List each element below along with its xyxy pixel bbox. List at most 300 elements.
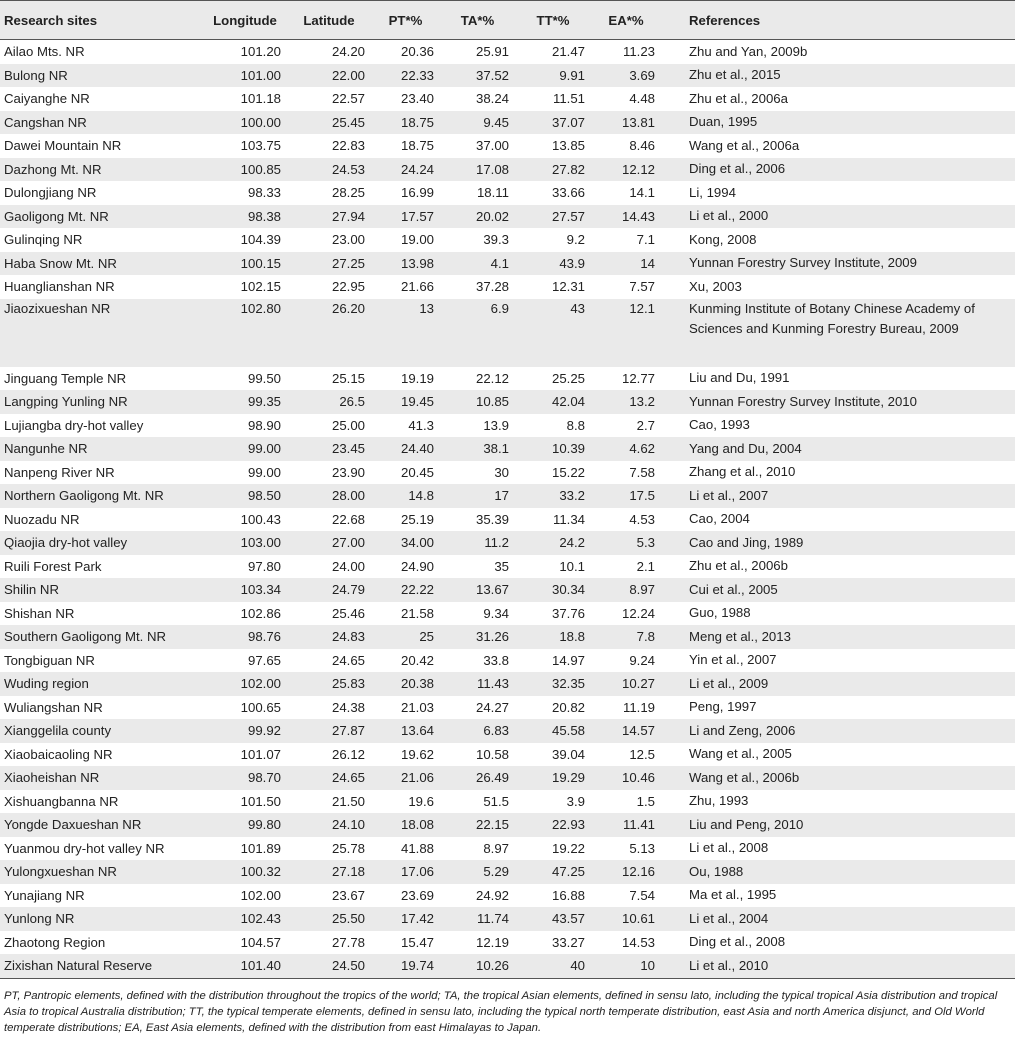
reference-cell: Zhu and Yan, 2009b — [689, 43, 808, 59]
tt-cell: 11.34 — [552, 511, 585, 527]
tt-cell: 13.85 — [551, 138, 585, 154]
site-name: Shishan NR — [4, 605, 75, 621]
ea-cell: 11.19 — [622, 699, 655, 715]
pt-cell: 14.8 — [371, 484, 440, 508]
latitude-cell: 25.15 — [331, 370, 365, 386]
pt-cell: 20.42 — [400, 652, 434, 668]
table-row — [0, 531, 1015, 555]
table-row — [0, 275, 1015, 299]
ea-cell: 5.13 — [629, 840, 655, 856]
pt-cell: 19.19 — [400, 370, 434, 386]
table-body — [0, 40, 1015, 979]
longitude-cell: 102.15 — [240, 279, 281, 295]
reference-cell: Cao, 2004 — [689, 511, 750, 526]
ta-cell: 13.67 — [440, 578, 515, 602]
ta-cell: 18.11 — [476, 185, 509, 201]
ta-cell: 30 — [494, 464, 509, 480]
table-row — [0, 766, 1015, 790]
ea-cell: 14.53 — [621, 934, 655, 950]
site-name: Tongbiguan NR — [4, 652, 95, 668]
header-latitude: Latitude — [287, 1, 371, 40]
reference-cell: Kunming Institute of Botany Chinese Academy of Sciences and Kunming Forestry Bureau, 2009 — [661, 299, 1015, 367]
table-row — [0, 252, 1015, 276]
latitude-cell: 25.50 — [287, 907, 371, 931]
table-row — [0, 954, 1015, 978]
table-row — [0, 837, 1015, 861]
ta-cell: 20.02 — [440, 205, 515, 229]
longitude-cell: 99.00 — [203, 437, 287, 461]
latitude-cell: 23.45 — [287, 437, 371, 461]
site-name: Ruili Forest Park — [4, 558, 102, 574]
ea-cell: 5.3 — [591, 531, 661, 555]
pt-cell: 13 — [371, 299, 440, 367]
latitude-cell: 24.38 — [331, 699, 365, 715]
reference-cell: Ou, 1988 — [661, 860, 1015, 884]
table-row — [0, 181, 1015, 205]
pt-cell: 22.33 — [371, 64, 440, 88]
table-row — [0, 719, 1015, 743]
tt-cell: 21.47 — [551, 44, 585, 60]
tt-cell: 9.91 — [515, 64, 591, 88]
pt-cell: 13.64 — [371, 719, 440, 743]
ea-cell: 10.61 — [591, 907, 661, 931]
ea-cell: 13.81 — [591, 111, 661, 135]
ea-cell: 11.23 — [622, 44, 655, 60]
table-row — [0, 134, 1015, 158]
pt-cell: 21.03 — [400, 699, 434, 715]
latitude-cell: 22.57 — [331, 91, 365, 107]
pt-cell: 18.08 — [371, 813, 440, 837]
longitude-cell: 101.89 — [240, 840, 281, 856]
header-longitude: Longitude — [203, 1, 287, 40]
latitude-cell: 24.79 — [287, 578, 371, 602]
tt-cell: 37.07 — [515, 111, 591, 135]
ta-cell: 13.9 — [483, 417, 509, 433]
site-name: Dazhong Mt. NR — [0, 158, 203, 182]
latitude-cell: 22.68 — [331, 511, 365, 527]
ea-cell: 10 — [591, 954, 661, 978]
pt-cell: 17.57 — [371, 205, 440, 229]
table-row — [0, 907, 1015, 931]
reference-cell: Yin et al., 2007 — [689, 652, 777, 667]
site-name: Wuliangshan NR — [4, 699, 103, 715]
latitude-cell: 24.50 — [287, 954, 371, 978]
table-row — [0, 205, 1015, 229]
tt-cell: 22.93 — [515, 813, 591, 837]
site-name: Ailao Mts. NR — [4, 44, 85, 60]
reference-cell: Li et al., 2000 — [661, 205, 1015, 229]
longitude-cell: 101.07 — [240, 746, 281, 762]
site-name: Yulongxueshan NR — [0, 860, 203, 884]
latitude-cell: 25.83 — [287, 672, 371, 696]
tt-cell: 19.22 — [551, 840, 585, 856]
reference-cell: Zhu et al., 2015 — [661, 64, 1015, 88]
latitude-cell: 25.46 — [331, 605, 365, 621]
reference-cell: Wang et al., 2005 — [689, 746, 792, 761]
site-name: Bulong NR — [0, 64, 203, 88]
ta-cell: 51.5 — [483, 793, 509, 809]
reference-cell: Liu and Peng, 2010 — [661, 813, 1015, 837]
latitude-cell: 23.00 — [331, 232, 365, 248]
latitude-cell: 27.87 — [287, 719, 371, 743]
table-row — [0, 228, 1015, 252]
table-row — [0, 87, 1015, 111]
ea-cell: 14.43 — [591, 205, 661, 229]
tt-cell: 18.8 — [515, 625, 591, 649]
longitude-cell: 102.00 — [203, 672, 287, 696]
latitude-cell: 25.78 — [331, 840, 365, 856]
site-name: Xianggelila county — [0, 719, 203, 743]
ta-cell: 6.9 — [440, 299, 515, 367]
latitude-cell: 27.94 — [287, 205, 371, 229]
ea-cell: 14.1 — [629, 185, 655, 201]
table-header — [0, 1, 1015, 40]
tt-cell: 12.31 — [551, 279, 585, 295]
site-name: Gulinqing NR — [4, 232, 83, 248]
site-name: Dulongjiang NR — [4, 185, 97, 201]
site-name: Yongde Daxueshan NR — [0, 813, 203, 837]
longitude-cell: 102.43 — [203, 907, 287, 931]
reference-cell: Li, 1994 — [689, 184, 736, 200]
ea-cell: 4.53 — [629, 511, 655, 527]
table-row — [0, 508, 1015, 532]
pt-cell: 34.00 — [371, 531, 440, 555]
latitude-cell: 28.25 — [331, 185, 365, 201]
site-name: Jinguang Temple NR — [4, 370, 127, 386]
latitude-cell: 25.00 — [331, 417, 365, 433]
ea-cell: 13.2 — [591, 390, 661, 414]
reference-cell: Li and Zeng, 2006 — [661, 719, 1015, 743]
longitude-cell: 99.00 — [247, 464, 281, 480]
ea-cell: 12.1 — [591, 299, 661, 367]
longitude-cell: 99.92 — [203, 719, 287, 743]
site-name: Huanglianshan NR — [4, 279, 115, 295]
latitude-cell: 24.53 — [287, 158, 371, 182]
site-name: Northern Gaoligong Mt. NR — [0, 484, 203, 508]
pt-cell: 24.40 — [371, 437, 440, 461]
pt-cell: 25.19 — [400, 511, 434, 527]
ta-cell: 38.24 — [475, 91, 509, 107]
latitude-cell: 24.65 — [287, 766, 371, 790]
reference-cell: Duan, 1995 — [661, 111, 1015, 135]
ea-cell: 7.58 — [629, 464, 655, 480]
table-row — [0, 437, 1015, 461]
longitude-cell: 99.50 — [247, 370, 281, 386]
ea-cell: 7.54 — [629, 887, 655, 903]
ea-cell: 7.8 — [591, 625, 661, 649]
tt-cell: 24.2 — [515, 531, 591, 555]
latitude-cell: 22.00 — [287, 64, 371, 88]
pt-cell: 16.99 — [400, 185, 434, 201]
tt-cell: 9.2 — [566, 232, 585, 248]
longitude-cell: 98.33 — [247, 185, 281, 201]
latitude-cell: 27.18 — [287, 860, 371, 884]
longitude-cell: 98.50 — [203, 484, 287, 508]
reference-cell: Li et al., 2010 — [661, 954, 1015, 978]
site-name: Xishuangbanna NR — [4, 793, 119, 809]
ta-cell: 24.92 — [475, 887, 509, 903]
reference-cell: Liu and Du, 1991 — [689, 370, 790, 385]
longitude-cell: 101.18 — [240, 91, 281, 107]
site-name: Nuozadu NR — [4, 511, 80, 527]
ta-cell: 5.29 — [440, 860, 515, 884]
reference-cell: Peng, 1997 — [689, 699, 757, 714]
table-row — [0, 696, 1015, 720]
latitude-cell: 27.00 — [287, 531, 371, 555]
site-name: Nangunhe NR — [0, 437, 203, 461]
tt-cell: 33.66 — [551, 185, 585, 201]
ea-cell: 4.48 — [629, 91, 655, 107]
ea-cell: 10.27 — [591, 672, 661, 696]
table-row — [0, 40, 1015, 64]
reference-cell: Kong, 2008 — [689, 231, 757, 247]
ta-cell: 26.49 — [440, 766, 515, 790]
table-row — [0, 111, 1015, 135]
site-name: Xiaoheishan NR — [0, 766, 203, 790]
site-name: Yunajiang NR — [4, 887, 85, 903]
site-name: Zixishan Natural Reserve — [0, 954, 203, 978]
reference-cell: Meng et al., 2013 — [661, 625, 1015, 649]
longitude-cell: 100.32 — [203, 860, 287, 884]
pt-cell: 18.75 — [400, 138, 434, 154]
table-row — [0, 64, 1015, 88]
pt-cell: 24.24 — [371, 158, 440, 182]
tt-cell: 27.57 — [515, 205, 591, 229]
tt-cell: 42.04 — [515, 390, 591, 414]
ea-cell: 8.46 — [629, 138, 655, 154]
pt-cell: 19.74 — [371, 954, 440, 978]
reference-cell: Li et al., 2004 — [661, 907, 1015, 931]
ta-cell: 17.08 — [440, 158, 515, 182]
reference-cell: Zhu et al., 2006b — [689, 558, 788, 573]
pt-cell: 22.22 — [371, 578, 440, 602]
tt-cell: 45.58 — [515, 719, 591, 743]
ta-cell: 12.19 — [475, 934, 509, 950]
longitude-cell: 101.00 — [203, 64, 287, 88]
pt-cell: 19.6 — [408, 793, 434, 809]
reference-cell: Cao, 1993 — [689, 417, 750, 432]
table-row — [0, 461, 1015, 485]
pt-cell: 41.3 — [408, 417, 434, 433]
longitude-cell: 104.39 — [240, 232, 281, 248]
tt-cell: 37.76 — [551, 605, 585, 621]
ea-cell: 11.41 — [591, 813, 661, 837]
latitude-cell: 22.95 — [331, 279, 365, 295]
table-row — [0, 743, 1015, 767]
table-row — [0, 390, 1015, 414]
pt-cell: 21.06 — [371, 766, 440, 790]
reference-cell: Wang et al., 2006b — [661, 766, 1015, 790]
tt-cell: 43.9 — [515, 252, 591, 276]
pt-cell: 19.45 — [371, 390, 440, 414]
table-row — [0, 931, 1015, 955]
latitude-cell: 23.67 — [331, 887, 365, 903]
ta-cell: 11.43 — [440, 672, 515, 696]
site-name: Zhaotong Region — [4, 934, 106, 950]
ea-cell: 7.1 — [636, 232, 655, 248]
header-ea: EA*% — [591, 1, 661, 40]
reference-cell: Wang et al., 2006a — [689, 137, 800, 153]
ea-cell: 12.5 — [629, 746, 655, 762]
tt-cell: 43 — [515, 299, 591, 367]
ta-cell: 22.15 — [440, 813, 515, 837]
reference-cell: Zhang et al., 2010 — [689, 464, 796, 479]
ta-cell: 10.26 — [440, 954, 515, 978]
tt-cell: 25.25 — [551, 370, 585, 386]
site-name: Southern Gaoligong Mt. NR — [0, 625, 203, 649]
tt-cell: 8.8 — [566, 417, 585, 433]
longitude-cell: 100.85 — [203, 158, 287, 182]
longitude-cell: 101.50 — [240, 793, 281, 809]
reference-cell: Ding et al., 2006 — [661, 158, 1015, 182]
pt-cell: 23.40 — [400, 91, 434, 107]
ta-cell: 35.39 — [475, 511, 509, 527]
ea-cell: 9.24 — [629, 652, 655, 668]
longitude-cell: 100.43 — [240, 511, 281, 527]
ta-cell: 4.1 — [440, 252, 515, 276]
latitude-cell: 26.20 — [287, 299, 371, 367]
reference-cell: Cao and Jing, 1989 — [661, 531, 1015, 555]
table-row — [0, 602, 1015, 626]
longitude-cell: 98.90 — [247, 417, 281, 433]
latitude-cell: 25.45 — [287, 111, 371, 135]
tt-cell: 10.1 — [559, 558, 585, 574]
ta-cell: 22.12 — [475, 370, 509, 386]
latitude-cell: 23.90 — [331, 464, 365, 480]
site-name: Xiaobaicaoling NR — [4, 746, 113, 762]
site-name: Wuding region — [0, 672, 203, 696]
longitude-cell: 99.35 — [203, 390, 287, 414]
table-row — [0, 813, 1015, 837]
table-row — [0, 555, 1015, 579]
longitude-cell: 100.65 — [240, 699, 281, 715]
ea-cell: 1.5 — [636, 793, 655, 809]
site-name: Qiaojia dry-hot valley — [0, 531, 203, 555]
reference-cell: Ma et al., 1995 — [689, 887, 777, 902]
table-row — [0, 414, 1015, 438]
tt-cell: 33.2 — [515, 484, 591, 508]
ta-cell: 37.52 — [440, 64, 515, 88]
site-name: Caiyanghe NR — [4, 91, 90, 107]
ta-cell: 9.45 — [440, 111, 515, 135]
ea-cell: 14.57 — [591, 719, 661, 743]
header-references: References — [661, 1, 1015, 40]
pt-cell: 41.88 — [400, 840, 434, 856]
latitude-cell: 24.10 — [287, 813, 371, 837]
latitude-cell: 27.78 — [331, 934, 365, 950]
ta-cell: 39.3 — [483, 232, 509, 248]
tt-cell: 20.82 — [551, 699, 585, 715]
longitude-cell: 102.80 — [203, 299, 287, 367]
header-research-sites: Research sites — [0, 1, 203, 40]
header-tt: TT*% — [515, 1, 591, 40]
table-row — [0, 649, 1015, 673]
tt-cell: 15.22 — [551, 464, 585, 480]
reference-cell: Guo, 1988 — [689, 605, 751, 620]
ta-cell: 11.74 — [440, 907, 515, 931]
ta-cell: 35 — [494, 558, 509, 574]
tt-cell: 10.39 — [515, 437, 591, 461]
reference-cell: Xu, 2003 — [689, 278, 742, 294]
ea-cell: 8.97 — [591, 578, 661, 602]
ea-cell: 3.69 — [591, 64, 661, 88]
ta-cell: 25.91 — [475, 44, 509, 60]
table-row — [0, 484, 1015, 508]
latitude-cell: 26.5 — [287, 390, 371, 414]
longitude-cell: 98.70 — [203, 766, 287, 790]
reference-cell: Cui et al., 2005 — [661, 578, 1015, 602]
ta-cell: 24.27 — [475, 699, 509, 715]
reference-cell: Li et al., 2007 — [661, 484, 1015, 508]
pt-cell: 19.62 — [400, 746, 434, 762]
ta-cell: 31.26 — [440, 625, 515, 649]
longitude-cell: 103.34 — [203, 578, 287, 602]
site-name: Langping Yunling NR — [0, 390, 203, 414]
pt-cell: 21.66 — [400, 279, 434, 295]
latitude-cell: 27.25 — [287, 252, 371, 276]
tt-cell: 14.97 — [551, 652, 585, 668]
longitude-cell: 97.80 — [247, 558, 281, 574]
pt-cell: 24.90 — [400, 558, 434, 574]
header-pt: PT*% — [371, 1, 440, 40]
tt-cell: 33.27 — [551, 934, 585, 950]
tt-cell: 3.9 — [566, 793, 585, 809]
tt-cell: 30.34 — [515, 578, 591, 602]
ea-cell: 12.24 — [621, 605, 655, 621]
pt-cell: 20.36 — [400, 44, 434, 60]
ta-cell: 37.00 — [475, 138, 509, 154]
reference-cell: Yunnan Forestry Survey Institute, 2010 — [661, 390, 1015, 414]
latitude-cell: 24.83 — [287, 625, 371, 649]
longitude-cell: 103.75 — [240, 138, 281, 154]
longitude-cell: 99.80 — [203, 813, 287, 837]
table-footnote: PT, Pantropic elements, defined with the distribution throughout the tropics of the world; TA, the tropical Asian elements, defined in sensu lato, including the typical tropical Asia distribution and tropical Asia to tropical Australia distribution; TT, the typical temperate elements, defined in sensu lato, including the typical north temperate distribution, east Asia and north America disjunct, and Old World temperate distributions; EA, East Asia elements, defined with the distribution from east Himalayas to Japan. — [4, 989, 998, 1034]
tt-cell: 32.35 — [515, 672, 591, 696]
reference-cell: Ding et al., 2008 — [689, 934, 786, 949]
pt-cell: 13.98 — [371, 252, 440, 276]
site-name: Dawei Mountain NR — [4, 138, 122, 154]
ta-cell: 10.58 — [475, 746, 509, 762]
longitude-cell: 98.76 — [203, 625, 287, 649]
ta-cell: 38.1 — [440, 437, 515, 461]
ta-cell: 11.2 — [440, 531, 515, 555]
reference-cell: Zhu, 1993 — [689, 793, 749, 808]
latitude-cell: 28.00 — [287, 484, 371, 508]
table-row — [0, 578, 1015, 602]
site-name: Jiaozixueshan NR — [0, 299, 203, 367]
site-name: Yuanmou dry-hot valley NR — [4, 840, 165, 856]
ea-cell: 12.77 — [621, 370, 655, 386]
table-row — [0, 367, 1015, 391]
pt-cell: 19.00 — [400, 232, 434, 248]
tt-cell: 19.29 — [515, 766, 591, 790]
ta-cell: 33.8 — [483, 652, 509, 668]
pt-cell: 23.69 — [400, 887, 434, 903]
ta-cell: 6.83 — [440, 719, 515, 743]
latitude-cell: 21.50 — [331, 793, 365, 809]
ta-cell: 10.85 — [440, 390, 515, 414]
pt-cell: 20.45 — [400, 464, 434, 480]
reference-cell: Li et al., 2009 — [661, 672, 1015, 696]
ea-cell: 10.46 — [591, 766, 661, 790]
longitude-cell: 103.00 — [203, 531, 287, 555]
pt-cell: 15.47 — [400, 934, 434, 950]
longitude-cell: 100.00 — [203, 111, 287, 135]
pt-cell: 21.58 — [400, 605, 434, 621]
table-row — [0, 790, 1015, 814]
pt-cell: 25 — [371, 625, 440, 649]
longitude-cell: 98.38 — [203, 205, 287, 229]
